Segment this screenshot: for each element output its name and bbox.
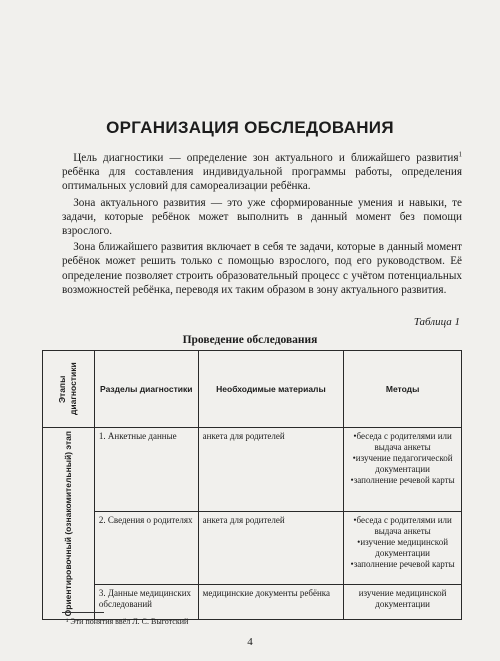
page-heading: ОРГАНИЗАЦИЯ ОБСЛЕДОВАНИЯ (106, 118, 394, 137)
footnote: ¹ Эти понятия ввёл Л. С. Выготский (66, 617, 189, 626)
section-cell: 2. Сведения о родителях (94, 512, 198, 585)
method-item: • беседа с родителями или выдача анкеты (348, 431, 457, 453)
material-cell: анкета для родителей (198, 512, 344, 585)
header-methods: Методы (344, 351, 462, 428)
table-row (43, 512, 462, 585)
method-item: • заполнение речевой карты (348, 559, 457, 570)
material-cell: медицинские документы ребёнка (198, 585, 344, 620)
method-item: • беседа с родителями или выдача анкеты (348, 515, 457, 537)
header-sections: Разделы диагностики (94, 351, 198, 428)
method-item: • изучение педагогической документации (348, 453, 457, 475)
method-item: • изучение медицинской документации (348, 537, 457, 559)
methods-cell (344, 512, 462, 585)
paragraph-3-text: Зона ближайшего развития включает в себя те задачи, которые в данный момент ребёнок может решить только с помощью взрослого, под его руководством. Её определение позволяет строить образовательный процесс с учётом потенциальных возможностей ребёнка, переводя их таким образом в зону актуального развития. (62, 241, 462, 296)
header-stages: Этапы диагностики (43, 351, 95, 428)
methods-cell (344, 428, 462, 512)
table-header-row (43, 351, 462, 428)
table-title: Проведение обследования (182, 334, 318, 346)
page-number: 4 (247, 636, 253, 648)
methods-cell: изучение медицинской документации (344, 585, 462, 620)
header-materials: Необходимые материалы (198, 351, 344, 428)
footnote-divider (62, 612, 104, 613)
survey-table (42, 350, 462, 620)
section-cell: 3. Данные медицинских обследований (94, 585, 198, 620)
section-cell: 1. Анкетные данные (94, 428, 198, 512)
table-row (43, 428, 462, 512)
material-cell: анкета для родителей (198, 428, 344, 512)
paragraph-3 (62, 240, 462, 297)
paragraph-2 (62, 196, 462, 239)
paragraph-1 (62, 151, 462, 194)
paragraph-1-rest: ребёнка для составления индивидуальной программы работы, определения оптимальных условий для самореализации ребёнка. (62, 166, 462, 193)
paragraph-2-text: Зона актуального развития — это уже сформированные умения и навыки, те задачи, которые ребёнок может выполнить в данный момент без помощи взрослого. (62, 196, 462, 238)
paragraph-1-start: Цель диагностики — определение зон актуального и ближайшего развития (73, 152, 459, 164)
body-text (62, 151, 462, 299)
stage-label: Ориентировочный (ознакомительный) этап (62, 431, 73, 617)
stage-cell (43, 428, 95, 620)
table-row (43, 585, 462, 620)
footnote-marker: 1 (458, 150, 462, 159)
table-caption: Таблица 1 (413, 316, 460, 328)
method-item: • заполнение речевой карты (348, 475, 457, 486)
